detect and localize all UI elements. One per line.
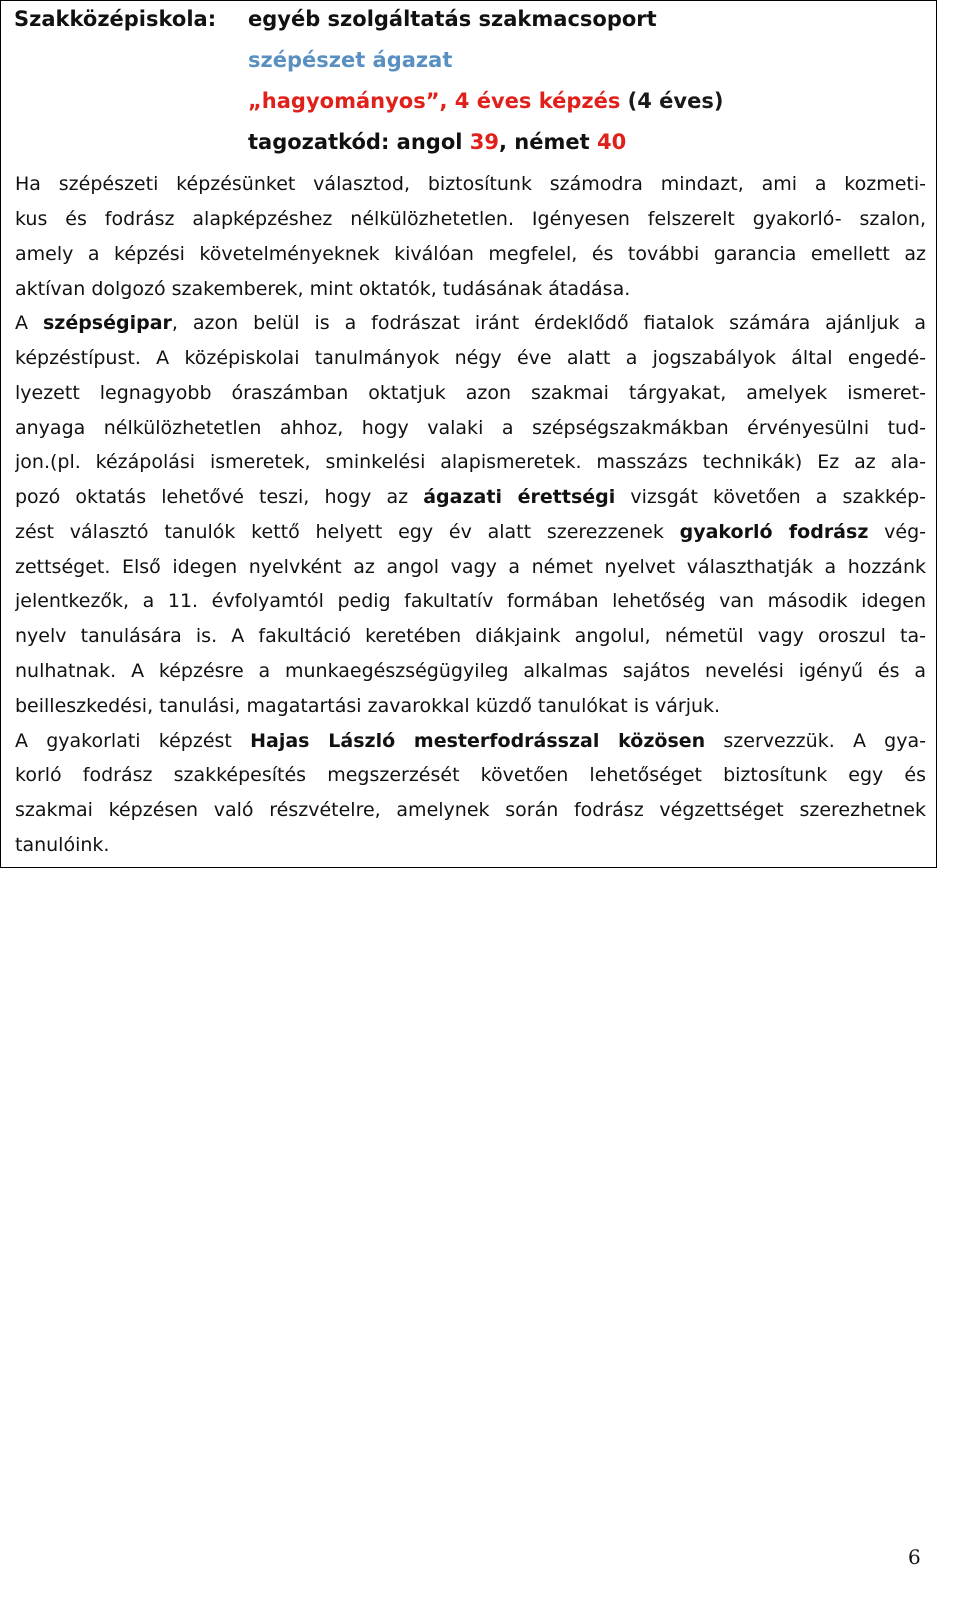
p2-line-2: képzéstípust. A középiskolai tanulmányok négy éve alatt a jogszabályok által engedé- bbox=[15, 347, 926, 369]
school-type-label: Szakközépiskola: bbox=[14, 7, 217, 31]
p3-l1-text-a: A gyakorlati képzést bbox=[15, 730, 251, 752]
p2-l1-text-c: , azon belül is a fodrászat iránt érdeklődő fiatalok számára ajánljuk a bbox=[171, 312, 926, 334]
p2-l1-text-a: A bbox=[15, 312, 43, 334]
code-prefix: tagozatkód: angol bbox=[248, 130, 470, 154]
p2-l6-bold: ágazati érettségi bbox=[423, 486, 616, 508]
page-number: 6 bbox=[908, 1545, 921, 1569]
p2-line-7 bbox=[15, 515, 926, 549]
p3-line-3: szakmai képzésen való részvételre, amelynek során fodrász végzettséget szerezhetnek bbox=[15, 799, 926, 821]
p2-l6-text-a: pozó oktatás lehetővé teszi, hogy az bbox=[15, 486, 424, 508]
p2-l6-text-c: vizsgát követően a szakkép- bbox=[615, 486, 926, 508]
program-duration-note: (4 éves) bbox=[620, 89, 724, 113]
p1-line-4: aktívan dolgozó szakemberek, mint oktatók, tudásának átadása. bbox=[15, 278, 631, 300]
p2-line-5: jon.(pl. kézápolási ismeretek, sminkelési alapismeretek. masszázs technikák) Ez az ala- bbox=[15, 451, 926, 473]
p1-line-1: Ha szépészeti képzésünket választod, biztosítunk számodra mindazt, ami a kozmeti- bbox=[15, 173, 926, 195]
p2-line-9: jelentkezők, a 11. évfolyamtól pedig fakultatív formában lehetőség van második idegen bbox=[15, 590, 926, 612]
p3-line-2: korló fodrász szakképesítés megszerzését követően lehetőséget biztosítunk egy és bbox=[15, 764, 926, 786]
p1-line-3: amely a képzési követelményeknek kiválóan megfelel, és további garancia emellett az bbox=[15, 243, 926, 265]
p2-line-6 bbox=[15, 480, 926, 514]
program-type-highlight: „hagyományos”, 4 éves képzés bbox=[248, 89, 621, 113]
p2-line-1 bbox=[15, 306, 926, 340]
program-sector: szépészet ágazat bbox=[248, 48, 453, 72]
p3-line-4: tanulóink. bbox=[15, 834, 110, 856]
program-duration bbox=[248, 87, 723, 115]
p2-line-3: lyezett legnagyobb óraszámban oktatjuk azon szakmai tárgyakat, amelyek ismeret- bbox=[15, 382, 926, 404]
p2-l7-text-a: zést választó tanulók kettő helyett egy év alatt szerezzenek bbox=[15, 521, 680, 543]
p2-line-10: nyelv tanulására is. A fakultáció keretében diákjaink angolul, németül vagy oroszul ta- bbox=[15, 625, 926, 647]
p2-line-4: anyaga nélkülözhetetlen ahhoz, hogy valaki a szépségszakmákban érvényesülni tud- bbox=[15, 417, 926, 439]
code-english: 39 bbox=[469, 130, 499, 154]
p2-line-11: nulhatnak. A képzésre a munkaegészségügyileg alkalmas sajátos nevelési igényű és a bbox=[15, 660, 926, 682]
p1-line-2: kus és fodrász alapképzéshez nélkülözhetetlen. Igényesen felszerelt gyakorló- szalon, bbox=[15, 208, 926, 230]
p2-line-8: zettséget. Első idegen nyelvként az angol vagy a német nyelvet választhatják a hozzánk bbox=[15, 556, 926, 578]
p3-l1-text-c: szervezzük. A gya- bbox=[705, 730, 926, 752]
p2-l7-bold: gyakorló fodrász bbox=[679, 521, 869, 543]
p3-line-1 bbox=[15, 724, 926, 758]
p2-line-12: beilleszkedési, tanulási, magatartási zavarokkal küzdő tanulókat is várjuk. bbox=[15, 695, 721, 717]
p3-l1-bold: Hajas László mesterfodrásszal közösen bbox=[250, 730, 706, 752]
code-separator: , német bbox=[499, 130, 597, 154]
program-group: egyéb szolgáltatás szakmacsoport bbox=[248, 7, 657, 31]
code-german: 40 bbox=[596, 130, 627, 154]
p2-l7-text-c: vég- bbox=[868, 521, 926, 543]
p2-l1-bold: szépségipar bbox=[42, 312, 172, 334]
program-codes bbox=[248, 128, 626, 156]
